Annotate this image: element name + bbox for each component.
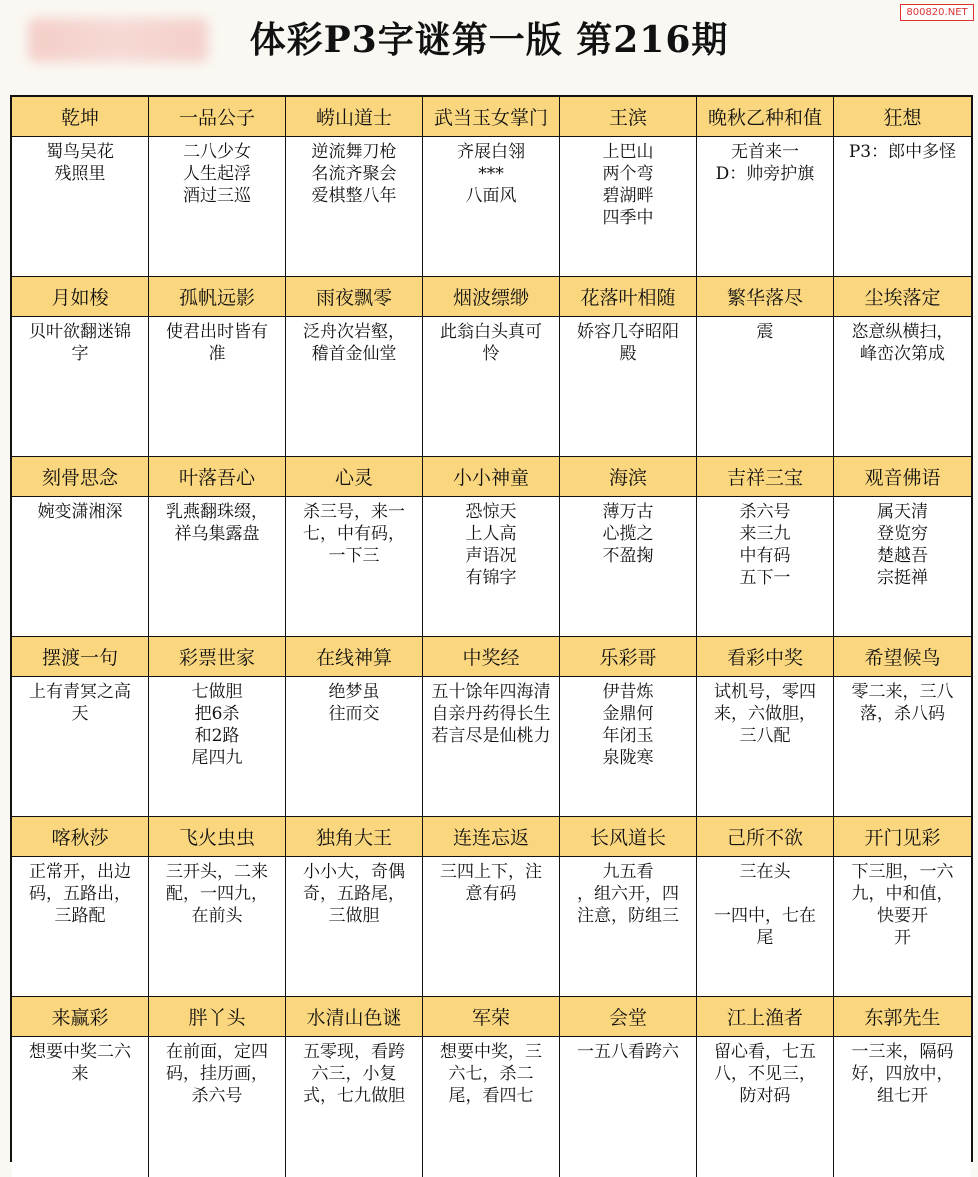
riddle-text-cell: 此翁白头真可 怜 bbox=[423, 317, 560, 457]
riddle-text-cell: 杀六号 来三九 中有码 五下一 bbox=[697, 497, 834, 637]
column-header-cell: 水清山色谜 bbox=[286, 997, 423, 1037]
riddle-text-cell: 蜀鸟吴花 残照里 bbox=[12, 137, 149, 277]
column-header-cell: 海滨 bbox=[560, 457, 697, 497]
column-header-cell: 看彩中奖 bbox=[697, 637, 834, 677]
column-header-cell: 崂山道士 bbox=[286, 97, 423, 137]
riddle-text-cell: 泛舟次岩壑， 稽首金仙堂 bbox=[286, 317, 423, 457]
riddle-text-cell: 杀三号，来一 七，中有码， 一下三 bbox=[286, 497, 423, 637]
column-header-cell: 一品公子 bbox=[149, 97, 286, 137]
column-header-cell: 独角大王 bbox=[286, 817, 423, 857]
column-header-cell: 叶落吾心 bbox=[149, 457, 286, 497]
column-header-cell: 繁华落尽 bbox=[697, 277, 834, 317]
column-header-cell: 花落叶相随 bbox=[560, 277, 697, 317]
column-header-cell: 吉祥三宝 bbox=[697, 457, 834, 497]
column-header-cell: 在线神算 bbox=[286, 637, 423, 677]
column-header-cell: 中奖经 bbox=[423, 637, 560, 677]
column-header-cell: 胖丫头 bbox=[149, 997, 286, 1037]
column-header-cell: 武当玉女掌门 bbox=[423, 97, 560, 137]
column-header-cell: 小小神童 bbox=[423, 457, 560, 497]
page-title: 体彩P3字谜第一版 第216期 bbox=[249, 19, 729, 61]
column-header-cell: 月如梭 bbox=[12, 277, 149, 317]
column-header-cell: 飞火虫虫 bbox=[149, 817, 286, 857]
riddle-text-cell: 伊昔炼 金鼎何 年闭玉 泉陇寒 bbox=[560, 677, 697, 817]
column-header-cell: 心灵 bbox=[286, 457, 423, 497]
column-header-cell: 连连忘返 bbox=[423, 817, 560, 857]
riddle-text-cell: 五零现，看跨 六三，小复 式，七九做胆 bbox=[286, 1037, 423, 1177]
column-header-cell: 军荣 bbox=[423, 997, 560, 1037]
column-header-cell: 乾坤 bbox=[12, 97, 149, 137]
riddle-text-cell: 上巴山 两个弯 碧湖畔 四季中 bbox=[560, 137, 697, 277]
riddle-text-cell: 九五看 ，组六开，四 注意，防组三 bbox=[560, 857, 697, 997]
riddle-text-cell: 齐展白翎 *** 八面风 bbox=[423, 137, 560, 277]
column-header-cell: 喀秋莎 bbox=[12, 817, 149, 857]
riddle-text-cell: 乳燕翻珠缀， 祥乌集露盘 bbox=[149, 497, 286, 637]
column-header-cell: 开门见彩 bbox=[834, 817, 971, 857]
site-watermark: 800820.NET bbox=[900, 4, 974, 21]
riddle-text-cell: 一三来，隔码 好，四放中， 组七开 bbox=[834, 1037, 971, 1177]
riddle-text-cell: 五十馀年四海清 自亲丹药得长生 若言尽是仙桃力 bbox=[423, 677, 560, 817]
riddle-text-cell: 无首来一 D：帅旁护旗 bbox=[697, 137, 834, 277]
column-header-cell: 己所不欲 bbox=[697, 817, 834, 857]
riddle-text-cell: 一五八看跨六 bbox=[560, 1037, 697, 1177]
column-header-cell: 尘埃落定 bbox=[834, 277, 971, 317]
riddle-text-cell: 恐惊天 上人高 声语况 有锦字 bbox=[423, 497, 560, 637]
column-header-cell: 观音佛语 bbox=[834, 457, 971, 497]
riddle-text-cell: 三开头，二来 配，一四九， 在前头 bbox=[149, 857, 286, 997]
column-header-cell: 烟波缥缈 bbox=[423, 277, 560, 317]
riddle-text-cell: 使君出时皆有 准 bbox=[149, 317, 286, 457]
riddle-text-cell: 七做胆 把6杀 和2路 尾四九 bbox=[149, 677, 286, 817]
riddle-text-cell: 正常开，出边 码，五路出， 三路配 bbox=[12, 857, 149, 997]
column-header-cell: 来赢彩 bbox=[12, 997, 149, 1037]
riddle-text-cell: 上有青冥之高 天 bbox=[12, 677, 149, 817]
column-header-cell: 雨夜飘零 bbox=[286, 277, 423, 317]
riddle-text-cell: 婉变潇湘深 bbox=[12, 497, 149, 637]
column-header-cell: 孤帆远影 bbox=[149, 277, 286, 317]
riddle-text-cell: 恣意纵横扫， 峰峦次第成 bbox=[834, 317, 971, 457]
column-header-cell: 摆渡一句 bbox=[12, 637, 149, 677]
column-header-cell: 乐彩哥 bbox=[560, 637, 697, 677]
riddle-text-cell: 绝梦虽 往而交 bbox=[286, 677, 423, 817]
riddle-text-cell: 三在头 一四中，七在 尾 bbox=[697, 857, 834, 997]
riddle-text-cell: 薄万古 心揽之 不盈掬 bbox=[560, 497, 697, 637]
column-header-cell: 彩票世家 bbox=[149, 637, 286, 677]
riddle-text-cell: 二八少女 人生起浮 酒过三巡 bbox=[149, 137, 286, 277]
column-header-cell: 江上渔者 bbox=[697, 997, 834, 1037]
column-header-cell: 晚秋乙种和值 bbox=[697, 97, 834, 137]
riddle-text-cell: 震 bbox=[697, 317, 834, 457]
column-header-cell: 希望候鸟 bbox=[834, 637, 971, 677]
riddle-text-cell: 留心看，七五 八，不见三， 防对码 bbox=[697, 1037, 834, 1177]
riddle-text-cell: 三四上下，注 意有码 bbox=[423, 857, 560, 997]
riddle-text-cell: 试机号，零四 来，六做胆， 三八配 bbox=[697, 677, 834, 817]
riddle-text-cell: 娇容几夺昭阳 殿 bbox=[560, 317, 697, 457]
column-header-cell: 长风道长 bbox=[560, 817, 697, 857]
riddle-text-cell: 逆流舞刀枪 名流齐聚会 爱棋整八年 bbox=[286, 137, 423, 277]
riddle-text-cell: P3：郎中多怪 bbox=[834, 137, 971, 277]
column-header-cell: 狂想 bbox=[834, 97, 971, 137]
column-header-cell: 刻骨思念 bbox=[12, 457, 149, 497]
riddle-text-cell: 下三胆，一六 九，中和值， 快要开 开 bbox=[834, 857, 971, 997]
riddle-text-cell: 零二来，三八 落，杀八码 bbox=[834, 677, 971, 817]
riddle-text-cell: 想要中奖，三 六七，杀二 尾，看四七 bbox=[423, 1037, 560, 1177]
riddle-text-cell: 小小大，奇偶 奇，五路尾， 三做胆 bbox=[286, 857, 423, 997]
riddle-text-cell: 贝叶欲翻迷锦 字 bbox=[12, 317, 149, 457]
column-header-cell: 会堂 bbox=[560, 997, 697, 1037]
riddle-text-cell: 想要中奖二六 来 bbox=[12, 1037, 149, 1177]
riddle-table bbox=[10, 95, 973, 1162]
riddle-text-cell: 属天清 登览穷 楚越吾 宗挺禅 bbox=[834, 497, 971, 637]
column-header-cell: 王滨 bbox=[560, 97, 697, 137]
column-header-cell: 东郭先生 bbox=[834, 997, 971, 1037]
riddle-text-cell: 在前面，定四 码，挂历画， 杀六号 bbox=[149, 1037, 286, 1177]
